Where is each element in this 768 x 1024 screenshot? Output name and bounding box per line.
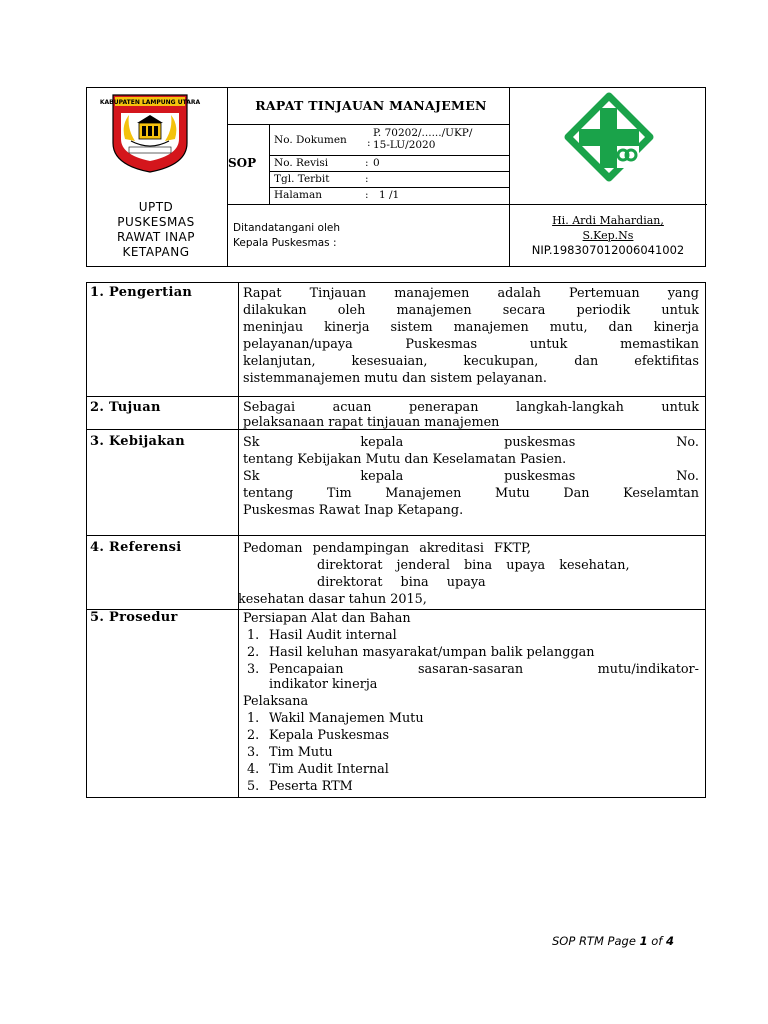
text-line: Puskesmas Rawat Inap Ketapang. — [243, 503, 464, 518]
kabupaten-crest-icon — [99, 93, 201, 173]
document-title: RAPAT TINJAUAN MANAJEMEN — [255, 98, 487, 113]
doc-number-label: No. Dokumen — [274, 134, 347, 146]
list-pelaksana — [243, 710, 699, 795]
text-line: sistemmanajemen mutu dan sistem pelayanan. — [243, 371, 547, 386]
section-text-pengertian — [243, 285, 699, 387]
puskesmas-name-line: UPTD — [138, 200, 174, 214]
signed-by-line: Kepala Puskesmas : — [233, 237, 337, 249]
list-item — [243, 744, 699, 761]
page-label: Halaman — [274, 189, 323, 201]
text-line: direktorat jenderal bina upaya kesehatan, — [317, 558, 630, 573]
list-item — [243, 761, 699, 778]
section-label-tujuan: 2. Tujuan — [90, 400, 161, 415]
signed-by-line: Ditandatangani oleh — [233, 222, 340, 234]
revision-sep: : — [365, 157, 369, 169]
list-item — [243, 661, 699, 693]
list-number: 1. — [247, 711, 260, 726]
text-line: pelaksanaan rapat tinjauan manajemen — [243, 415, 500, 430]
text-line — [243, 468, 699, 485]
puskesmas-name-line: PUSKESMAS — [117, 215, 195, 229]
word: Sk — [243, 435, 260, 450]
list-number: 3. — [247, 745, 260, 760]
text-line: kelanjutan, kesesuaian, kecukupan, dan efektifitas — [243, 354, 699, 369]
section-label-pengertian: 1. Pengertian — [90, 285, 193, 300]
section-text-referensi — [238, 540, 699, 608]
footer-page-number: 1 — [639, 934, 648, 948]
sop-content-table — [86, 282, 706, 798]
list-item — [243, 710, 699, 727]
list-text: Pencapaian sasaran-sasaran mutu/indikator- — [269, 662, 699, 677]
page-value: 1 /1 — [379, 189, 400, 201]
subheading: Persiapan Alat dan Bahan — [243, 611, 411, 626]
section-label-prosedur: 5. Prosedur — [90, 610, 178, 625]
issue-date-label: Tgl. Terbit — [274, 173, 330, 185]
text-line: meninjau kinerja sistem manajemen mutu, dan kinerja — [243, 320, 699, 335]
text-line — [243, 434, 699, 451]
list-text: Hasil Audit internal — [269, 628, 397, 643]
list-item — [243, 727, 699, 744]
word: Sk — [243, 469, 260, 484]
text-line: Sebagai acuan penerapan langkah-langkah untuk — [243, 400, 699, 415]
crest-lettering: KABUPATEN LAMPUNG UTARA — [99, 99, 201, 106]
list-text: Kepala Puskesmas — [269, 728, 390, 743]
list-text-cont: indikator kinerja — [269, 677, 378, 692]
section-text-kebijakan — [243, 434, 699, 519]
doc-number-value-line: 15-LU/2020 — [373, 139, 436, 151]
doc-number-value-line: P. 70202/....../UKP/ — [373, 127, 473, 139]
word: kepala — [360, 469, 404, 484]
text-line: dilakukan oleh manajemen secara periodik untuk — [243, 303, 699, 318]
signed-by-label — [233, 221, 340, 251]
list-text: Tim Audit Internal — [269, 762, 389, 777]
list-number: 1. — [247, 628, 260, 643]
puskesmas-name-line: KETAPANG — [122, 245, 190, 259]
list-alat-bahan — [243, 627, 699, 693]
section-text-tujuan — [243, 400, 699, 430]
signatory-nip: NIP.198307012006041002 — [531, 243, 685, 257]
text-line: Rapat Tinjauan manajemen adalah Pertemuan yang — [243, 286, 699, 301]
doc-number-sep: : — [367, 137, 371, 149]
page-footer — [552, 934, 674, 948]
doc-number-value — [373, 127, 472, 151]
text-line: pelayanan/upaya Puskesmas untuk memastikan — [243, 337, 699, 352]
list-number: 5. — [247, 779, 260, 794]
footer-of: of — [647, 934, 666, 948]
footer-prefix: SOP RTM Page — [552, 934, 640, 948]
word: puskesmas — [504, 435, 576, 450]
list-item — [243, 644, 699, 661]
signatory-title: S.Kep.Ns — [582, 229, 634, 242]
list-text: Hasil keluhan masyarakat/umpan balik pelanggan — [269, 645, 595, 660]
subheading: Pelaksana — [243, 694, 309, 709]
section-label-kebijakan: 3. Kebijakan — [90, 434, 186, 449]
sop-header-table — [86, 87, 706, 267]
list-text: Tim Mutu — [269, 745, 333, 760]
list-number: 3. — [247, 662, 260, 677]
list-number: 2. — [247, 645, 260, 660]
footer-page-total: 4 — [665, 934, 674, 948]
list-item — [243, 627, 699, 644]
section-text-prosedur — [243, 610, 699, 795]
puskesmas-logo-icon — [565, 93, 653, 183]
text-line: tentang Kebijakan Mutu dan Keselamatan Pasien. — [243, 452, 567, 467]
text-line: direktorat bina upaya — [317, 575, 486, 590]
text-line: kesehatan dasar tahun 2015, — [238, 592, 427, 607]
list-number: 2. — [247, 728, 260, 743]
list-text: Peserta RTM — [269, 779, 353, 794]
page-sep: : — [365, 189, 369, 201]
word: kepala — [360, 435, 404, 450]
signatory-name: Hi. Ardi Mahardian, — [552, 214, 664, 227]
puskesmas-name-line: RAWAT INAP — [117, 230, 195, 244]
sop-label: SOP — [228, 156, 257, 170]
revision-label: No. Revisi — [274, 157, 329, 169]
section-label-referensi: 4. Referensi — [90, 540, 182, 555]
revision-value: 0 — [373, 157, 380, 169]
word: No. — [676, 469, 699, 484]
signatory — [509, 213, 707, 258]
list-number: 4. — [247, 762, 260, 777]
issue-date-sep: : — [365, 173, 369, 185]
text-line: tentang Tim Manajemen Mutu Dan Keselamtan — [243, 486, 699, 501]
word: puskesmas — [504, 469, 576, 484]
text-line: Pedoman pendampingan akreditasi FKTP, — [243, 541, 532, 556]
list-text: Wakil Manajemen Mutu — [269, 711, 424, 726]
word: No. — [676, 435, 699, 450]
puskesmas-name — [87, 200, 225, 260]
list-item — [243, 778, 699, 795]
